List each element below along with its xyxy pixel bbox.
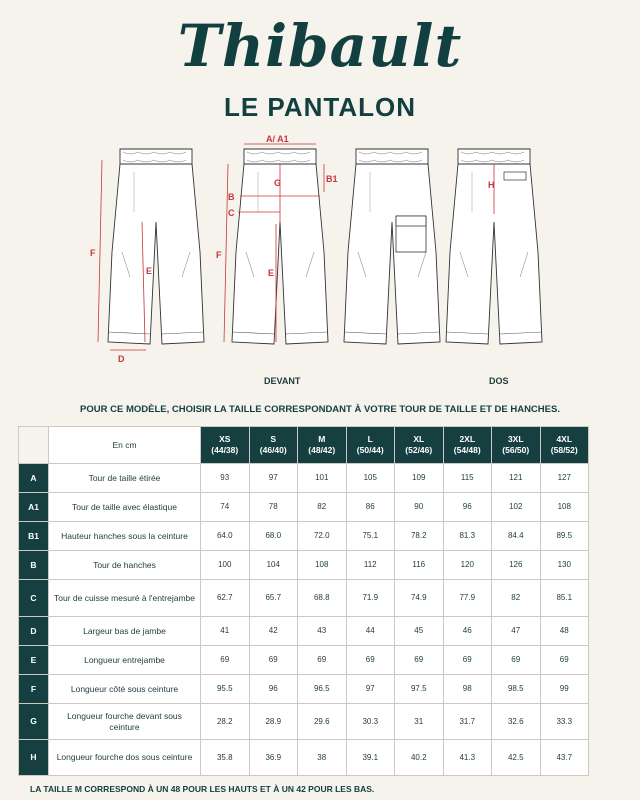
measure-value: 46 [443, 617, 492, 646]
measure-value: 39.1 [346, 740, 395, 776]
size-equivalent: (56/50) [502, 445, 530, 455]
measure-value: 90 [395, 493, 444, 522]
size-header-s [249, 427, 298, 464]
measure-value: 115 [443, 464, 492, 493]
measure-value: 45 [395, 617, 444, 646]
measure-value: 33.3 [540, 704, 589, 740]
front-pants-drawing-1 [90, 149, 204, 364]
label-e-right: E [268, 268, 275, 278]
measure-value: 96.5 [298, 675, 347, 704]
size-equivalent: (54/48) [453, 445, 481, 455]
measure-value: 72.0 [298, 522, 347, 551]
measure-value: 85.1 [540, 580, 589, 617]
size-chart-table [18, 426, 589, 776]
measure-value: 69 [346, 646, 395, 675]
label-b: B [228, 192, 235, 202]
back-pants-drawing-1 [344, 149, 440, 344]
size-label: 3XL [507, 434, 524, 445]
measure-code: G [19, 704, 49, 740]
measure-value: 89.5 [540, 522, 589, 551]
measure-value: 81.3 [443, 522, 492, 551]
front-pants-drawing-2 [216, 134, 338, 344]
measure-value: 42 [249, 617, 298, 646]
size-header-3xl [492, 427, 541, 464]
footer-note: LA TAILLE M CORRESPOND À UN 48 POUR LES HAUTS ET À UN 42 POUR LES BAS. [30, 784, 375, 794]
measure-code: D [19, 617, 49, 646]
table-row [19, 493, 589, 522]
measure-value: 43.7 [540, 740, 589, 776]
measure-value: 126 [492, 551, 541, 580]
label-a-a1: A/ A1 [266, 134, 289, 144]
measure-value: 98 [443, 675, 492, 704]
measure-value: 68.0 [249, 522, 298, 551]
measure-value: 97 [346, 675, 395, 704]
measure-value: 44 [346, 617, 395, 646]
measure-value: 41.3 [443, 740, 492, 776]
measure-value: 100 [201, 551, 250, 580]
measure-code: A [19, 464, 49, 493]
size-header-xl [395, 427, 444, 464]
measure-value: 97.5 [395, 675, 444, 704]
measure-value: 127 [540, 464, 589, 493]
measure-value: 74.9 [395, 580, 444, 617]
size-label: XS [219, 434, 231, 445]
measure-value: 95.5 [201, 675, 250, 704]
size-equivalent: (50/44) [356, 445, 384, 455]
label-h: H [488, 180, 495, 190]
measure-description: Longueur fourche devant sous ceinture [49, 704, 201, 740]
measure-value: 69 [492, 646, 541, 675]
size-equivalent: (44/38) [211, 445, 239, 455]
size-header-row [19, 427, 589, 464]
measure-value: 74 [201, 493, 250, 522]
measure-value: 105 [346, 464, 395, 493]
measure-description: Tour de cuisse mesuré à l'entrejambe [49, 580, 201, 617]
measure-value: 43 [298, 617, 347, 646]
label-e-left: E [146, 266, 153, 276]
measure-code: C [19, 580, 49, 617]
size-equivalent: (58/52) [550, 445, 578, 455]
measure-value: 32.6 [492, 704, 541, 740]
measure-description: Longueur côté sous ceinture [49, 675, 201, 704]
measure-value: 108 [540, 493, 589, 522]
label-b1: B1 [326, 174, 338, 184]
brand-title: Thibault [177, 12, 463, 80]
measure-value: 30.3 [346, 704, 395, 740]
table-row [19, 646, 589, 675]
measure-value: 69 [540, 646, 589, 675]
size-equivalent: (48/42) [308, 445, 336, 455]
size-header-2xl [443, 427, 492, 464]
back-pants-drawing-2 [446, 149, 542, 344]
pants-illustrations [90, 132, 550, 377]
measure-value: 104 [249, 551, 298, 580]
measure-value: 68.8 [298, 580, 347, 617]
garment-subtitle: LE PANTALON [223, 92, 417, 122]
size-header-l [346, 427, 395, 464]
measure-value: 97 [249, 464, 298, 493]
measure-value: 31 [395, 704, 444, 740]
size-label: L [367, 434, 373, 445]
measure-value: 38 [298, 740, 347, 776]
table-row [19, 522, 589, 551]
label-g: G [274, 178, 282, 188]
measure-value: 120 [443, 551, 492, 580]
back-view-label: DOS [489, 376, 509, 386]
measure-value: 47 [492, 617, 541, 646]
measure-value: 31.7 [443, 704, 492, 740]
measure-description: Largeur bas de jambe [49, 617, 201, 646]
table-row [19, 464, 589, 493]
measure-value: 116 [395, 551, 444, 580]
measure-description: Tour de hanches [49, 551, 201, 580]
table-corner [19, 427, 49, 464]
table-row [19, 675, 589, 704]
measure-value: 75.1 [346, 522, 395, 551]
measure-code: A1 [19, 493, 49, 522]
measure-value: 62.7 [201, 580, 250, 617]
measure-value: 69 [395, 646, 444, 675]
measure-value: 82 [492, 580, 541, 617]
measure-value: 121 [492, 464, 541, 493]
measure-value: 69 [201, 646, 250, 675]
table-row [19, 617, 589, 646]
measure-description: Longueur entrejambe [49, 646, 201, 675]
measure-value: 93 [201, 464, 250, 493]
measure-value: 65.7 [249, 580, 298, 617]
label-f-right: F [216, 250, 222, 260]
label-d: D [118, 354, 125, 364]
measure-value: 64.0 [201, 522, 250, 551]
measure-value: 78.2 [395, 522, 444, 551]
measure-code: E [19, 646, 49, 675]
size-instruction: POUR CE MODÈLE, CHOISIR LA TAILLE CORRESPONDANT À VOTRE TOUR DE TAILLE ET DE HANCHES. [80, 404, 560, 415]
size-header-m [298, 427, 347, 464]
measure-code: B [19, 551, 49, 580]
table-row [19, 580, 589, 617]
table-row [19, 551, 589, 580]
size-label: 4XL [556, 434, 573, 445]
measure-value: 71.9 [346, 580, 395, 617]
measure-value: 96 [443, 493, 492, 522]
label-f-left: F [90, 248, 96, 258]
measure-description: Tour de taille avec élastique [49, 493, 201, 522]
size-label: S [270, 434, 277, 445]
measure-value: 36.9 [249, 740, 298, 776]
measure-value: 40.2 [395, 740, 444, 776]
measure-description: Longueur fourche dos sous ceinture [49, 740, 201, 776]
size-label: 2XL [459, 434, 476, 445]
measure-value: 108 [298, 551, 347, 580]
measure-value: 101 [298, 464, 347, 493]
measure-value: 69 [443, 646, 492, 675]
measure-description: Hauteur hanches sous la ceinture [49, 522, 201, 551]
front-view-label: DEVANT [264, 376, 301, 386]
measure-value: 35.8 [201, 740, 250, 776]
measure-value: 102 [492, 493, 541, 522]
measure-value: 99 [540, 675, 589, 704]
size-equivalent: (52/46) [405, 445, 433, 455]
table-row [19, 704, 589, 740]
measure-value: 69 [249, 646, 298, 675]
measure-description: Tour de taille étirée [49, 464, 201, 493]
measure-value: 84.4 [492, 522, 541, 551]
size-equivalent: (46/40) [259, 445, 287, 455]
measure-value: 41 [201, 617, 250, 646]
size-header-xs [201, 427, 250, 464]
table-row [19, 740, 589, 776]
measure-value: 29.6 [298, 704, 347, 740]
size-header-4xl [540, 427, 589, 464]
measure-value: 42.5 [492, 740, 541, 776]
measure-value: 28.2 [201, 704, 250, 740]
measure-value: 48 [540, 617, 589, 646]
measure-value: 109 [395, 464, 444, 493]
measure-value: 98.5 [492, 675, 541, 704]
measure-value: 69 [298, 646, 347, 675]
measure-value: 82 [298, 493, 347, 522]
measure-code: H [19, 740, 49, 776]
unit-header: En cm [49, 427, 201, 464]
measure-value: 28.9 [249, 704, 298, 740]
size-label: XL [413, 434, 425, 445]
measure-value: 112 [346, 551, 395, 580]
measure-value: 78 [249, 493, 298, 522]
measure-code: B1 [19, 522, 49, 551]
label-c: C [228, 208, 235, 218]
measure-value: 130 [540, 551, 589, 580]
measure-value: 86 [346, 493, 395, 522]
measure-value: 77.9 [443, 580, 492, 617]
size-label: M [318, 434, 326, 445]
measure-code: F [19, 675, 49, 704]
measure-value: 96 [249, 675, 298, 704]
